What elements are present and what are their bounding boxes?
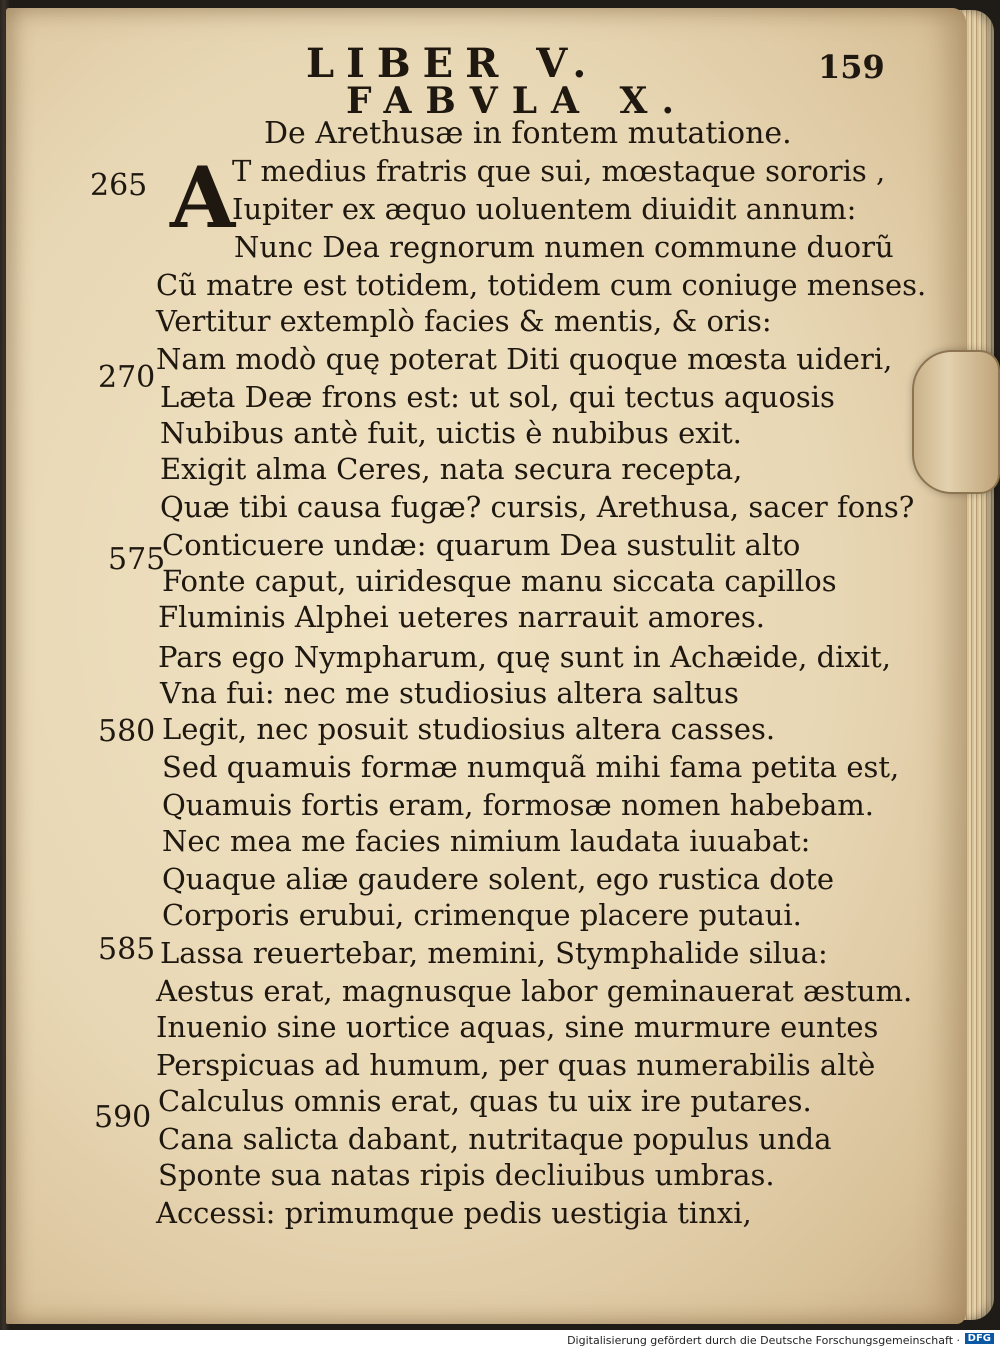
verse-line: Inuenio sine uortice aquas, sine murmure euntes xyxy=(156,1010,879,1044)
verse-line: Nunc Dea regnorum numen commune duorũ xyxy=(234,230,894,264)
verse-line: Iupiter ex æquo uoluentem diuidit annum: xyxy=(232,192,857,226)
verse-line: Nam modò quę poterat Diti quoque mœsta uideri, xyxy=(156,342,893,376)
verse-line: Exigit alma Ceres, nata secura recepta, xyxy=(160,452,743,486)
line-number: 585 xyxy=(98,932,156,967)
line-number: 580 xyxy=(98,714,156,749)
line-number: 575 xyxy=(108,542,166,577)
fable-rubric: De Arethusæ in fontem mutatione. xyxy=(264,116,792,151)
verse-line: Accessi: primumque pedis uestigia tinxi, xyxy=(156,1196,752,1230)
verse-line: Lassa reuertebar, memini, Stymphalide silua: xyxy=(160,936,828,970)
verse-line: Perspicuas ad humum, per quas numerabilis altè xyxy=(156,1048,876,1082)
verse-line: Legit, nec posuit studiosius altera casses. xyxy=(162,712,776,746)
verse-line: Sponte sua natas ripis decliuibus umbras. xyxy=(158,1158,775,1192)
page-text xyxy=(6,8,966,1324)
verse-line: Fluminis Alphei ueteres narrauit amores. xyxy=(158,600,765,634)
verse-line: Pars ego Nympharum, quę sunt in Achæide, dixit, xyxy=(158,640,891,674)
book-page xyxy=(6,8,966,1324)
verse-line: Læta Deæ frons est: ut sol, qui tectus aquosis xyxy=(160,380,835,414)
verse-line: Conticuere undæ: quarum Dea sustulit alto xyxy=(162,528,801,562)
verse-line: Vertitur extemplò facies & mentis, & oris: xyxy=(156,304,772,338)
drop-capital: A xyxy=(170,148,236,247)
book-clasp xyxy=(912,350,1000,494)
line-number: 270 xyxy=(98,360,156,395)
page-number: 159 xyxy=(818,48,885,86)
running-head: LIBER V. xyxy=(306,40,599,87)
verse-line: Quaque aliæ gaudere solent, ego rustica dote xyxy=(162,862,835,896)
line-number: 265 xyxy=(90,168,148,203)
verse-line: Quamuis fortis eram, formosæ nomen habebam. xyxy=(162,788,874,822)
verse-line: Calculus omnis erat, quas tu uix ire putares. xyxy=(158,1084,812,1118)
verse-line: Nec mea me facies nimium laudata iuuabat: xyxy=(162,824,811,858)
verse-line: Corporis erubui, crimenque placere putaui. xyxy=(162,898,802,932)
verse-line: Fonte caput, uiridesque manu siccata capillos xyxy=(162,564,837,598)
verse-line: Vna fui: nec me studiosius altera saltus xyxy=(160,676,739,710)
verse-line: Cũ matre est totidem, totidem cum coniuge menses. xyxy=(156,268,927,302)
verse-line: Quæ tibi causa fugæ? cursis, Arethusa, sacer fons? xyxy=(160,490,915,524)
fable-title: FABVLA X. xyxy=(346,80,688,122)
verse-line: Sed quamuis formæ numquã mihi fama petita est, xyxy=(162,750,900,784)
digitization-footer xyxy=(0,1330,1000,1350)
line-number: 590 xyxy=(94,1100,152,1135)
verse-line: Nubibus antè fuit, uictis è nubibus exit. xyxy=(160,416,742,450)
verse-line: T medius fratris que sui, mœstaque sororis , xyxy=(232,154,886,188)
verse-line: Aestus erat, magnusque labor geminauerat æstum. xyxy=(156,974,913,1008)
footer-credit: Digitalisierung gefördert durch die Deutsche Forschungsgemeinschaft · xyxy=(567,1334,960,1347)
dfg-logo-icon: DFG xyxy=(965,1333,994,1344)
verse-line: Cana salicta dabant, nutritaque populus unda xyxy=(158,1122,832,1156)
